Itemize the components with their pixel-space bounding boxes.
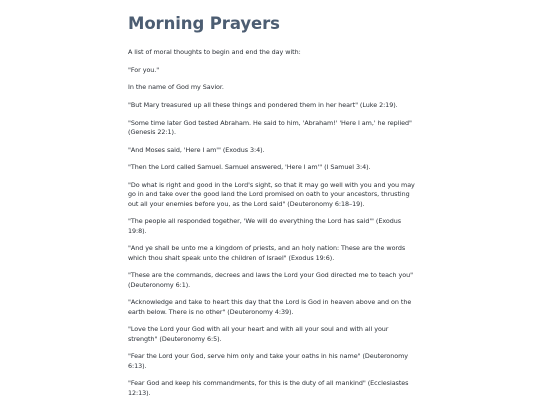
intro-paragraph: A list of moral thoughts to begin and end the day with:	[128, 48, 301, 56]
quote-exodus-19-8: "The people all responded together, 'We will do everything the Lord has said'" (Exodus 19:8).	[128, 217, 402, 235]
quote-exodus-3-4: "And Moses said, 'Here I am'" (Exodus 3:4).	[128, 145, 265, 154]
quote-deuteronomy-6-1: "These are the commands, decrees and laws the Lord your God directed me to teach you" (Deuteronomy 6:1).	[128, 271, 413, 289]
quote-genesis-22-1: "Some time later God tested Abraham. He said to him, 'Abraham!' 'Here I am,' he replied" (Genesis 22:1).	[128, 118, 412, 137]
quote-deuteronomy-6-13: "Fear the Lord your God, serve him only and take your oaths in his name" (Deuteronomy 6:13).	[128, 352, 409, 370]
quote-exodus-19-6: "And ye shall be unto me a kingdom of priests, and an holy nation: These are the words which thou shalt speak unto the children of Israel" (Exodus 19:6).	[128, 244, 406, 262]
quote-ecclesiastes-12-13: "Fear God and keep his commandments, for this is the duty of all mankind" (Ecclesiastes 12:13).	[128, 379, 409, 397]
quote-1-samuel-3-4: "Then the Lord called Samuel. Samuel answered, 'Here I am'" (I Samuel 3:4).	[128, 163, 371, 172]
quote-luke-2-19: "But Mary treasured up all these things and pondered them in her heart" (Luke 2:19).	[128, 101, 398, 110]
paragraph-invocation: In the name of God my Savior.	[128, 83, 224, 92]
paragraph-for-you: "For you."	[128, 65, 160, 74]
quote-deuteronomy-4-39: "Acknowledge and take to heart this day that the Lord is God in heaven above and on the earth below. There is no other" (Deuteronomy 4:39).	[128, 298, 412, 316]
document-body	[128, 13, 418, 405]
quote-deuteronomy-6-18-19: "Do what is right and good in the Lord's sight, so that it may go well with you and you may go in and take over the good land the Lord promised on oath to your ancestors, thrusting out all your enemies before you, as the Lord said" (Deuteronomy 6:18–19).	[128, 181, 415, 208]
page-title: Morning Prayers	[128, 14, 280, 33]
quote-deuteronomy-6-5: "Love the Lord your God with all your heart and with all your soul and with all your strength" (Deuteronomy 6:5).	[128, 325, 389, 343]
